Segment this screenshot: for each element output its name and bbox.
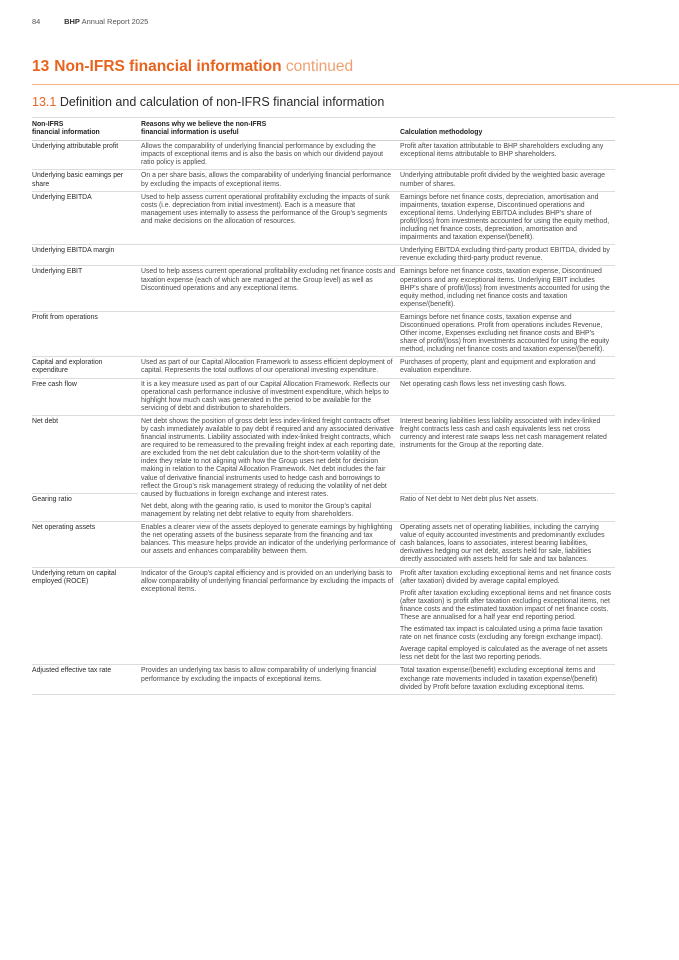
measure-name: Underlying return on capital employed (ROCE) [32, 567, 138, 665]
measure-reason: Enables a clearer view of the assets deployed to generate earnings by highlighting the net operating assets of the business separate from the financing and tax balances. This measure helps provide an indicator of the underlying performance of our assets and enhances comparability between them. [138, 522, 400, 567]
header-col-method: Calculation methodology [400, 118, 615, 141]
table-row [32, 191, 615, 245]
table-row [32, 170, 615, 191]
measure-reason: Allows the comparability of underlying financial performance by excluding the impacts of exceptional items and is also the basis on which our dividend payout ratio policy is applied. [138, 141, 400, 170]
measure-method: Total taxation expense/(benefit) excluding exceptional items and exchange rate movements included in taxation expense/(benefit) divided by Profit before taxation excluding exceptional items. [400, 665, 615, 694]
measure-method: Ratio of Net debt to Net debt plus Net assets. [400, 494, 615, 522]
measure-reason: Provides an underlying tax basis to allow comparability of underlying financial performance by excluding the impacts of exceptional items. [138, 665, 400, 694]
table-row [32, 311, 615, 356]
measure-name: Profit from operations [32, 311, 138, 356]
measure-name: Gearing ratio [32, 494, 138, 522]
measure-name: Net debt [32, 415, 138, 494]
subsection-title-text: Definition and calculation of non-IFRS financial information [59, 95, 385, 109]
measure-name: Underlying basic earnings per share [32, 170, 138, 191]
measure-method: Net operating cash flows less net investing cash flows. [400, 378, 615, 415]
section-divider [32, 84, 679, 85]
measure-method: Operating assets net of operating liabilities, including the carrying value of equity accounted investments and predominantly excludes cash balances, loans to associates, interest bearing liabilities, derivatives hedging our net debt, assets held for sale, liabilities directly associated with assets held for sale and tax balances. [400, 522, 615, 567]
measure-name: Underlying EBIT [32, 266, 138, 311]
page-header [32, 17, 148, 26]
measure-reason: On a per share basis, allows the comparability of underlying financial performance by excluding the impacts of exceptional items. [138, 170, 400, 191]
measure-method: Profit after taxation attributable to BHP shareholders excluding any exceptional items attributable to BHP shareholders. [400, 141, 615, 170]
measure-method: Earnings before net finance costs, taxation expense, Discontinued operations and any exceptional items. Underlying EBIT includes BHP’s share of profit/(loss) from investments accounted for using the equity method, including net finance costs and taxation expense/(benefit). [400, 266, 615, 311]
measure-name: Net operating assets [32, 522, 138, 567]
measure-reason: Used as part of our Capital Allocation Framework to assess efficient deployment of capital. Represents the total outflows of our operational investing expenditure. [138, 357, 400, 378]
table-row [32, 415, 615, 494]
measure-name: Underlying EBITDA margin [32, 245, 138, 266]
measure-reason [138, 311, 400, 356]
subsection-title [32, 95, 384, 109]
measure-method: Interest bearing liabilities less liability associated with index-linked freight contracts less cash and cash equivalents less net cross currency and interest rate swaps less net cash management related instruments for the Group at the reporting date. [400, 415, 615, 494]
document-title: Annual Report 2025 [81, 17, 149, 26]
subsection-number: 13.1 [32, 95, 57, 109]
measure-method: Purchases of property, plant and equipment and exploration and evaluation expenditure. [400, 357, 615, 378]
section-title [32, 58, 353, 76]
measure-reason: Used to help assess current operational profitability excluding net finance costs and taxation expense (each of which are managed at the Group level) as well as Discontinued operations and any exceptional items. [138, 266, 400, 311]
measure-method: Profit after taxation excluding exceptional items and net finance costs (after taxation) divided by average capital employed. Profit after taxation excluding exceptional items and net finance costs (after taxation) is profit after taxation excluding exceptional items, net finance costs and the estimated taxation impact of net finance costs. These are annualised for a half year end reporting period. The estimated tax impact is calculated using a prima facie taxation rate on net finance costs (excluding any foreign exchange impact). Average capital employed is calculated as the average of net assets less net debt for the last two reporting periods. [400, 567, 615, 665]
header-col-reason: Reasons why we believe the non-IFRS financial information is useful [138, 118, 400, 141]
measure-name: Underlying attributable profit [32, 141, 138, 170]
measure-reason: Used to help assess current operational profitability excluding the impacts of sunk costs (i.e. depreciation from initial investment). Each is a measure that management uses internally to assess the performance of the Group’s segments and make decisions on the allocation of resources. [138, 191, 400, 245]
section-continued: continued [285, 58, 354, 75]
table-row [32, 567, 615, 665]
measure-method: Earnings before net finance costs, depreciation, amortisation and impairments, taxation expense, Discontinued operations and exceptional items. Underlying EBITDA includes BHP’s share of profit/(loss) from investments accounted for using the equity method, including net finance costs, depreciation, amortisation and impairments and taxation expense/(benefit). [400, 191, 615, 245]
measure-method: Underlying attributable profit divided by the weighted basic average number of shares. [400, 170, 615, 191]
section-title-text: Non-IFRS financial information [54, 58, 282, 75]
table-header-row [32, 118, 615, 141]
table-row [32, 245, 615, 266]
measure-method: Underlying EBITDA excluding third-party product EBITDA, divided by revenue excluding third-party product revenue. [400, 245, 615, 266]
table-row [32, 266, 615, 311]
measure-name: Free cash flow [32, 378, 138, 415]
measure-name: Underlying EBITDA [32, 191, 138, 245]
measure-reason [138, 245, 400, 266]
brand-name: BHP [64, 17, 80, 26]
table-row [32, 378, 615, 415]
measure-reason: Indicator of the Group’s capital efficiency and is provided on an underlying basis to allow comparability of underlying financial performance by excluding the impacts of exceptional items. [138, 567, 400, 665]
measure-name: Capital and exploration expenditure [32, 357, 138, 378]
measure-reason: It is a key measure used as part of our Capital Allocation Framework. Reflects our operational cash performance inclusive of investment expenditure, which helps to highlight how much cash was generated in the period to be available for the servicing of debt and distribution to shareholders. [138, 378, 400, 415]
header-col-measure: Non-IFRS financial information [32, 118, 138, 141]
measure-name: Adjusted effective tax rate [32, 665, 138, 694]
section-number: 13 [32, 58, 50, 75]
measure-reason-shared: Net debt shows the position of gross debt less index-linked freight contracts offset by cash immediately available to pay debt if required and any associated derivative financial instruments. Liability associated with index-linked freight contracts, which are required to be remeasured to the prevailing freight index at each reporting date, are excluded from the net debt calculation due to the short-term volatility of the index they relate to not aligning with how the Group uses net debt for decision making in relation to the Capital Allocation Framework. Net debt includes the fair value of derivative financial instruments used to hedge cash and borrowings to reflect the Group’s risk management strategy of reducing the volatility of net debt caused by fluctuations in foreign exchange and interest rates. Net debt, along with the gearing ratio, is used to monitor the Group’s capital management by relating net debt relative to equity from shareholders. [138, 415, 400, 521]
table-row [32, 665, 615, 694]
table-row [32, 522, 615, 567]
measure-method: Earnings before net finance costs, taxation expense and Discontinued operations. Profit from operations includes Revenue, Other income, Expenses excluding net finance costs and BHP’s share of profit/(loss) from investments accounted for using the equity method, including net finance costs and taxation expense/(benefit). [400, 311, 615, 356]
non-ifrs-table [32, 117, 615, 695]
table-row [32, 141, 615, 170]
table-row [32, 357, 615, 378]
page-number: 84 [32, 17, 41, 26]
